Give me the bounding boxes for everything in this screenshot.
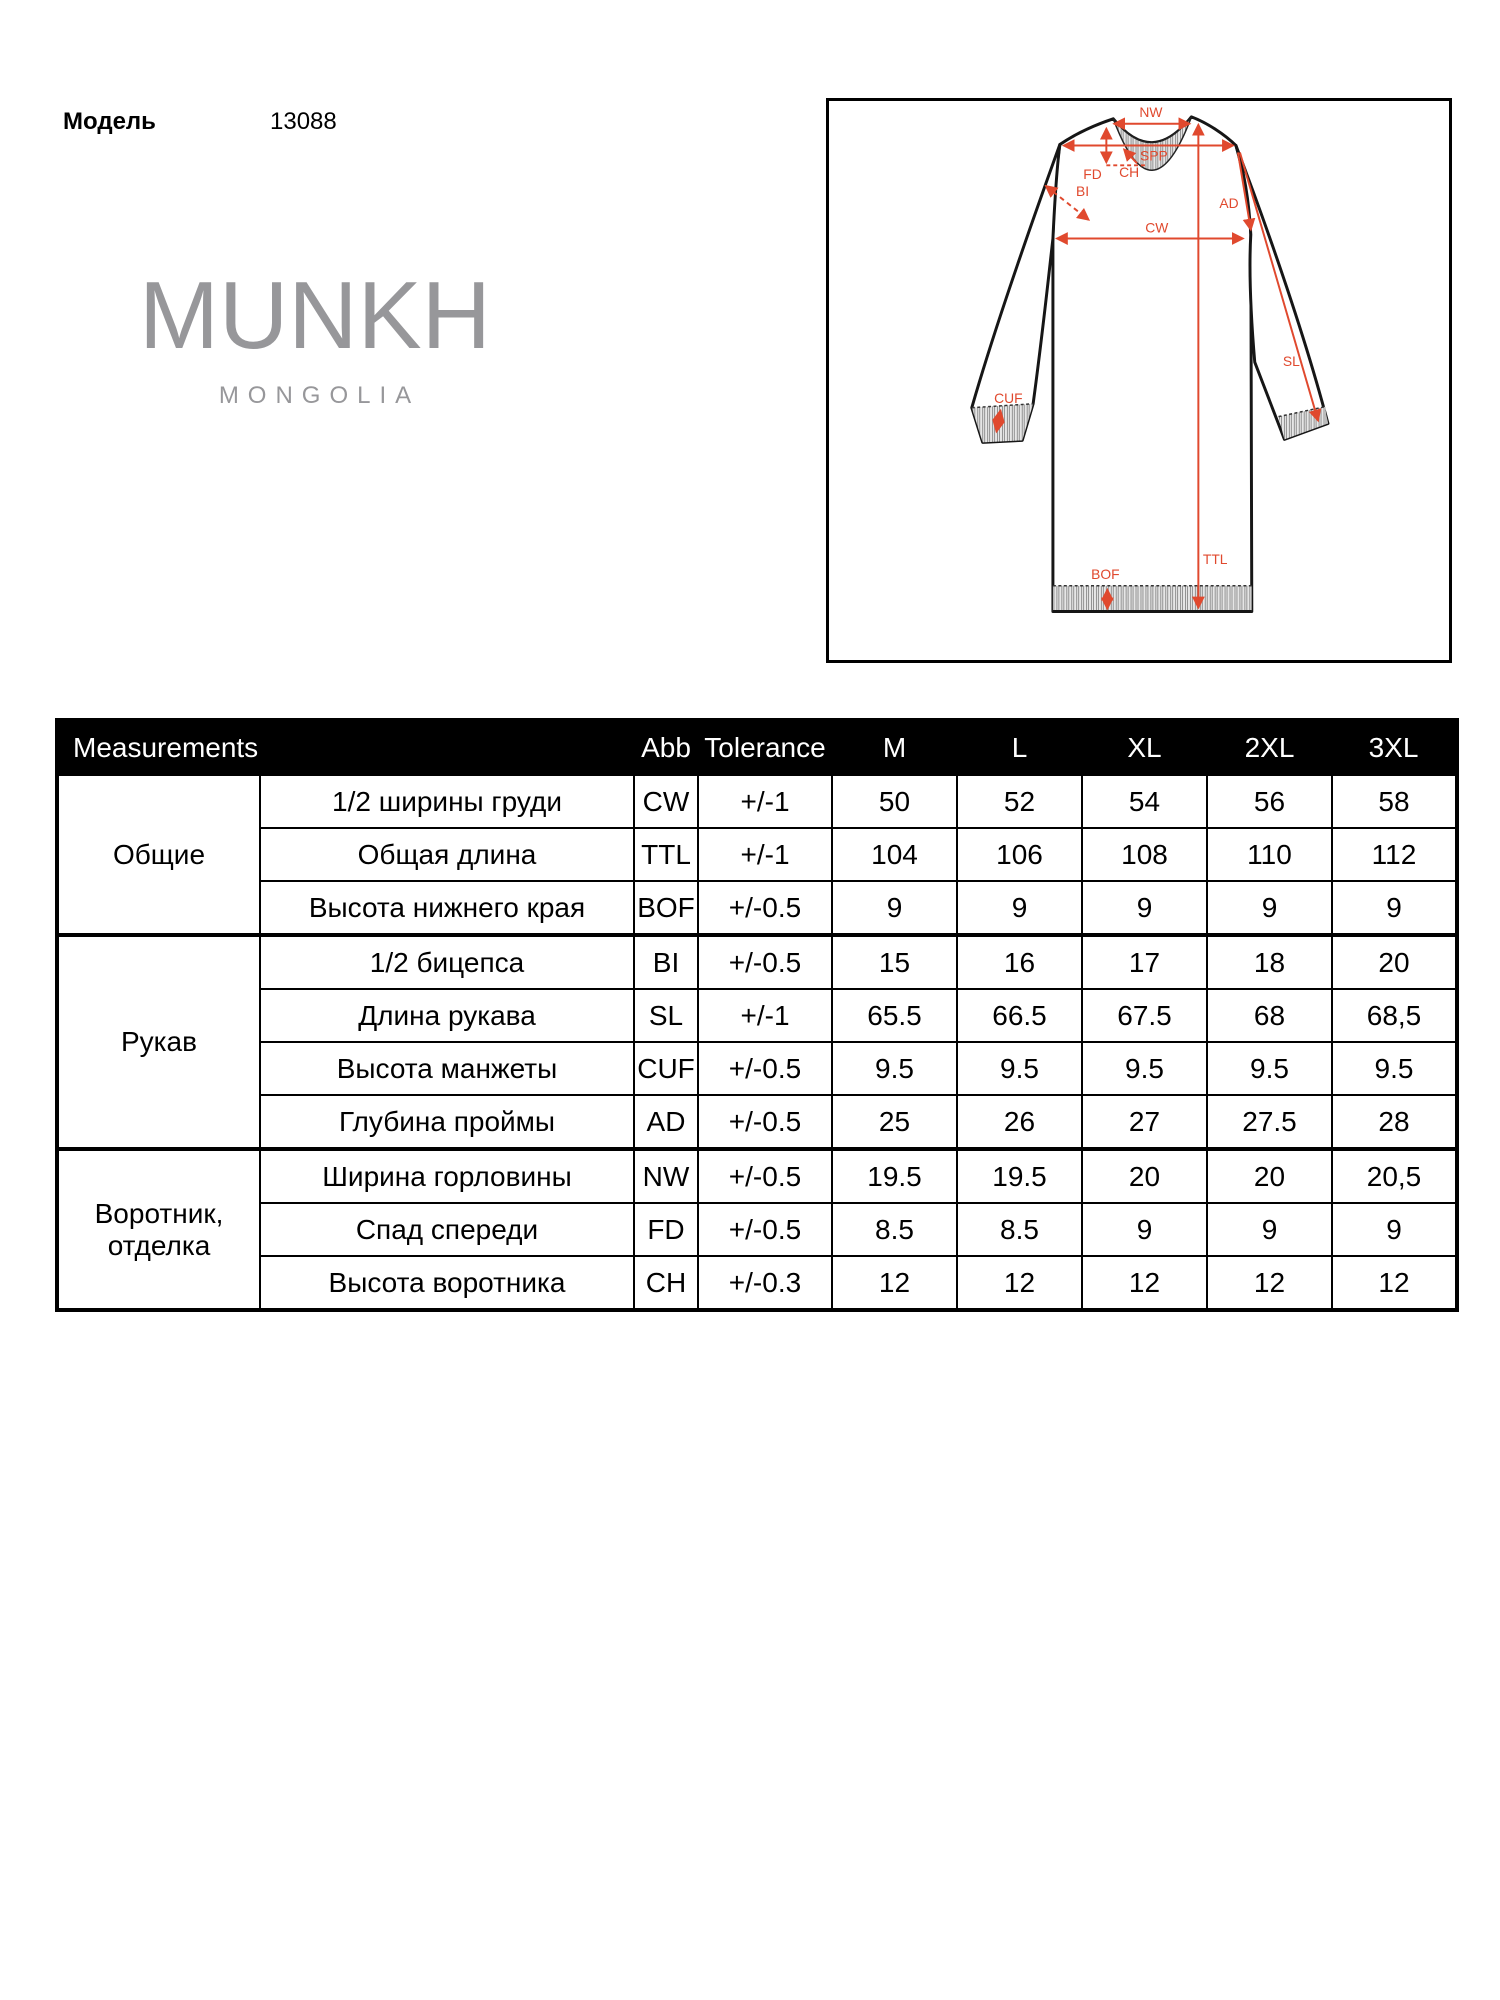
size-value: 12: [957, 1256, 1082, 1310]
table-row: [57, 935, 1457, 989]
garment-diagram-frame: [826, 98, 1452, 663]
size-value: 9.5: [1207, 1042, 1332, 1095]
hem-rib-band: [1053, 586, 1252, 612]
size-value: 15: [832, 935, 957, 989]
size-value: 68,5: [1332, 989, 1457, 1042]
model-line: [63, 108, 337, 136]
table-row: [57, 1256, 1457, 1310]
table-row: [57, 989, 1457, 1042]
model-label: Модель: [63, 108, 156, 135]
size-value: 9: [832, 881, 957, 935]
col-header-size-3xl: 3XL: [1332, 720, 1457, 775]
col-header-size-m: M: [832, 720, 957, 775]
param-name: 1/2 ширины груди: [260, 775, 634, 828]
size-value: 26: [957, 1095, 1082, 1149]
tolerance-value: +/-1: [698, 989, 832, 1042]
tolerance-value: +/-0.5: [698, 1203, 832, 1256]
brand-logo: [105, 262, 525, 410]
abb-value: BOF: [634, 881, 698, 935]
col-header-tolerance: Tolerance: [698, 720, 832, 775]
size-value: 9: [957, 881, 1082, 935]
size-value: 108: [1082, 828, 1207, 881]
size-value: 104: [832, 828, 957, 881]
abb-value: FD: [634, 1203, 698, 1256]
size-value: 12: [1332, 1256, 1457, 1310]
col-header-abb: Abb: [634, 720, 698, 775]
tolerance-value: +/-0.5: [698, 1042, 832, 1095]
size-value: 50: [832, 775, 957, 828]
size-value: 58: [1332, 775, 1457, 828]
param-name: Ширина горловины: [260, 1149, 634, 1203]
size-value: 16: [957, 935, 1082, 989]
spp-label: SPP: [1139, 147, 1168, 164]
size-value: 9: [1207, 881, 1332, 935]
tolerance-value: +/-0.5: [698, 1095, 832, 1149]
ch-label: CH: [1119, 164, 1140, 181]
nw-label: NW: [1139, 103, 1163, 120]
size-value: 68: [1207, 989, 1332, 1042]
size-value: 12: [1082, 1256, 1207, 1310]
size-value: 106: [957, 828, 1082, 881]
cw-label: CW: [1145, 219, 1169, 236]
col-header-size-xl: XL: [1082, 720, 1207, 775]
garment-diagram: [829, 101, 1449, 660]
param-name: Высота нижнего края: [260, 881, 634, 935]
size-value: 18: [1207, 935, 1332, 989]
cuf-label: CUF: [994, 389, 1023, 406]
param-name: Высота манжеты: [260, 1042, 634, 1095]
table-row: [57, 1095, 1457, 1149]
size-value: 12: [1207, 1256, 1332, 1310]
col-header-measurements: Measurements: [57, 720, 634, 775]
param-name: Общая длина: [260, 828, 634, 881]
size-value: 8.5: [957, 1203, 1082, 1256]
size-value: 17: [1082, 935, 1207, 989]
tolerance-value: +/-0.5: [698, 935, 832, 989]
size-value: 9.5: [832, 1042, 957, 1095]
size-value: 19.5: [957, 1149, 1082, 1203]
tolerance-value: +/-0.3: [698, 1256, 832, 1310]
abb-value: CH: [634, 1256, 698, 1310]
size-value: 9.5: [957, 1042, 1082, 1095]
size-value: 27: [1082, 1095, 1207, 1149]
group-label-collar: Воротник, отделка: [57, 1149, 260, 1310]
table-header-row: [57, 720, 1457, 775]
model-number: 13088: [270, 108, 337, 135]
brand-subtitle: MONGOLIA: [218, 382, 421, 409]
tolerance-value: +/-0.5: [698, 881, 832, 935]
abb-value: TTL: [634, 828, 698, 881]
param-name: 1/2 бицепса: [260, 935, 634, 989]
size-value: 9: [1082, 1203, 1207, 1256]
abb-value: BI: [634, 935, 698, 989]
bi-label: BI: [1076, 182, 1090, 199]
sl-label: SL: [1282, 353, 1300, 370]
size-value: 9: [1082, 881, 1207, 935]
size-value: 9: [1332, 1203, 1457, 1256]
size-value: 9: [1332, 881, 1457, 935]
fd-label: FD: [1083, 166, 1102, 183]
bof-label: BOF: [1091, 565, 1120, 582]
group-label-sleeve: Рукав: [57, 935, 260, 1149]
abb-value: CUF: [634, 1042, 698, 1095]
table-row: [57, 1203, 1457, 1256]
size-value: 28: [1332, 1095, 1457, 1149]
size-value: 65.5: [832, 989, 957, 1042]
tolerance-value: +/-1: [698, 828, 832, 881]
abb-value: NW: [634, 1149, 698, 1203]
size-value: 112: [1332, 828, 1457, 881]
ad-label: AD: [1219, 194, 1239, 211]
size-value: 9.5: [1332, 1042, 1457, 1095]
size-value: 20: [1082, 1149, 1207, 1203]
param-name: Спад спереди: [260, 1203, 634, 1256]
size-value: 20: [1332, 935, 1457, 989]
ttl-label: TTL: [1202, 551, 1228, 568]
col-header-size-2xl: 2XL: [1207, 720, 1332, 775]
size-value: 110: [1207, 828, 1332, 881]
abb-value: SL: [634, 989, 698, 1042]
size-value: 67.5: [1082, 989, 1207, 1042]
table-row: [57, 1042, 1457, 1095]
size-value: 9.5: [1082, 1042, 1207, 1095]
tolerance-value: +/-0.5: [698, 1149, 832, 1203]
table-row: [57, 1149, 1457, 1203]
size-value: 12: [832, 1256, 957, 1310]
group-label-general: Общие: [57, 775, 260, 935]
size-value: 54: [1082, 775, 1207, 828]
col-header-size-l: L: [957, 720, 1082, 775]
size-value: 52: [957, 775, 1082, 828]
table-row: [57, 775, 1457, 828]
size-value: 66.5: [957, 989, 1082, 1042]
abb-value: AD: [634, 1095, 698, 1149]
abb-value: CW: [634, 775, 698, 828]
param-name: Глубина проймы: [260, 1095, 634, 1149]
size-value: 25: [832, 1095, 957, 1149]
table-row: [57, 828, 1457, 881]
tolerance-value: +/-1: [698, 775, 832, 828]
table-row: [57, 881, 1457, 935]
param-name: Длина рукава: [260, 989, 634, 1042]
size-value: 56: [1207, 775, 1332, 828]
param-name: Высота воротника: [260, 1256, 634, 1310]
size-value: 27.5: [1207, 1095, 1332, 1149]
size-value: 20: [1207, 1149, 1332, 1203]
brand-name: MUNKH: [139, 262, 491, 369]
measurements-table: [55, 718, 1459, 1312]
size-value: 20,5: [1332, 1149, 1457, 1203]
size-value: 19.5: [832, 1149, 957, 1203]
size-value: 9: [1207, 1203, 1332, 1256]
size-value: 8.5: [832, 1203, 957, 1256]
